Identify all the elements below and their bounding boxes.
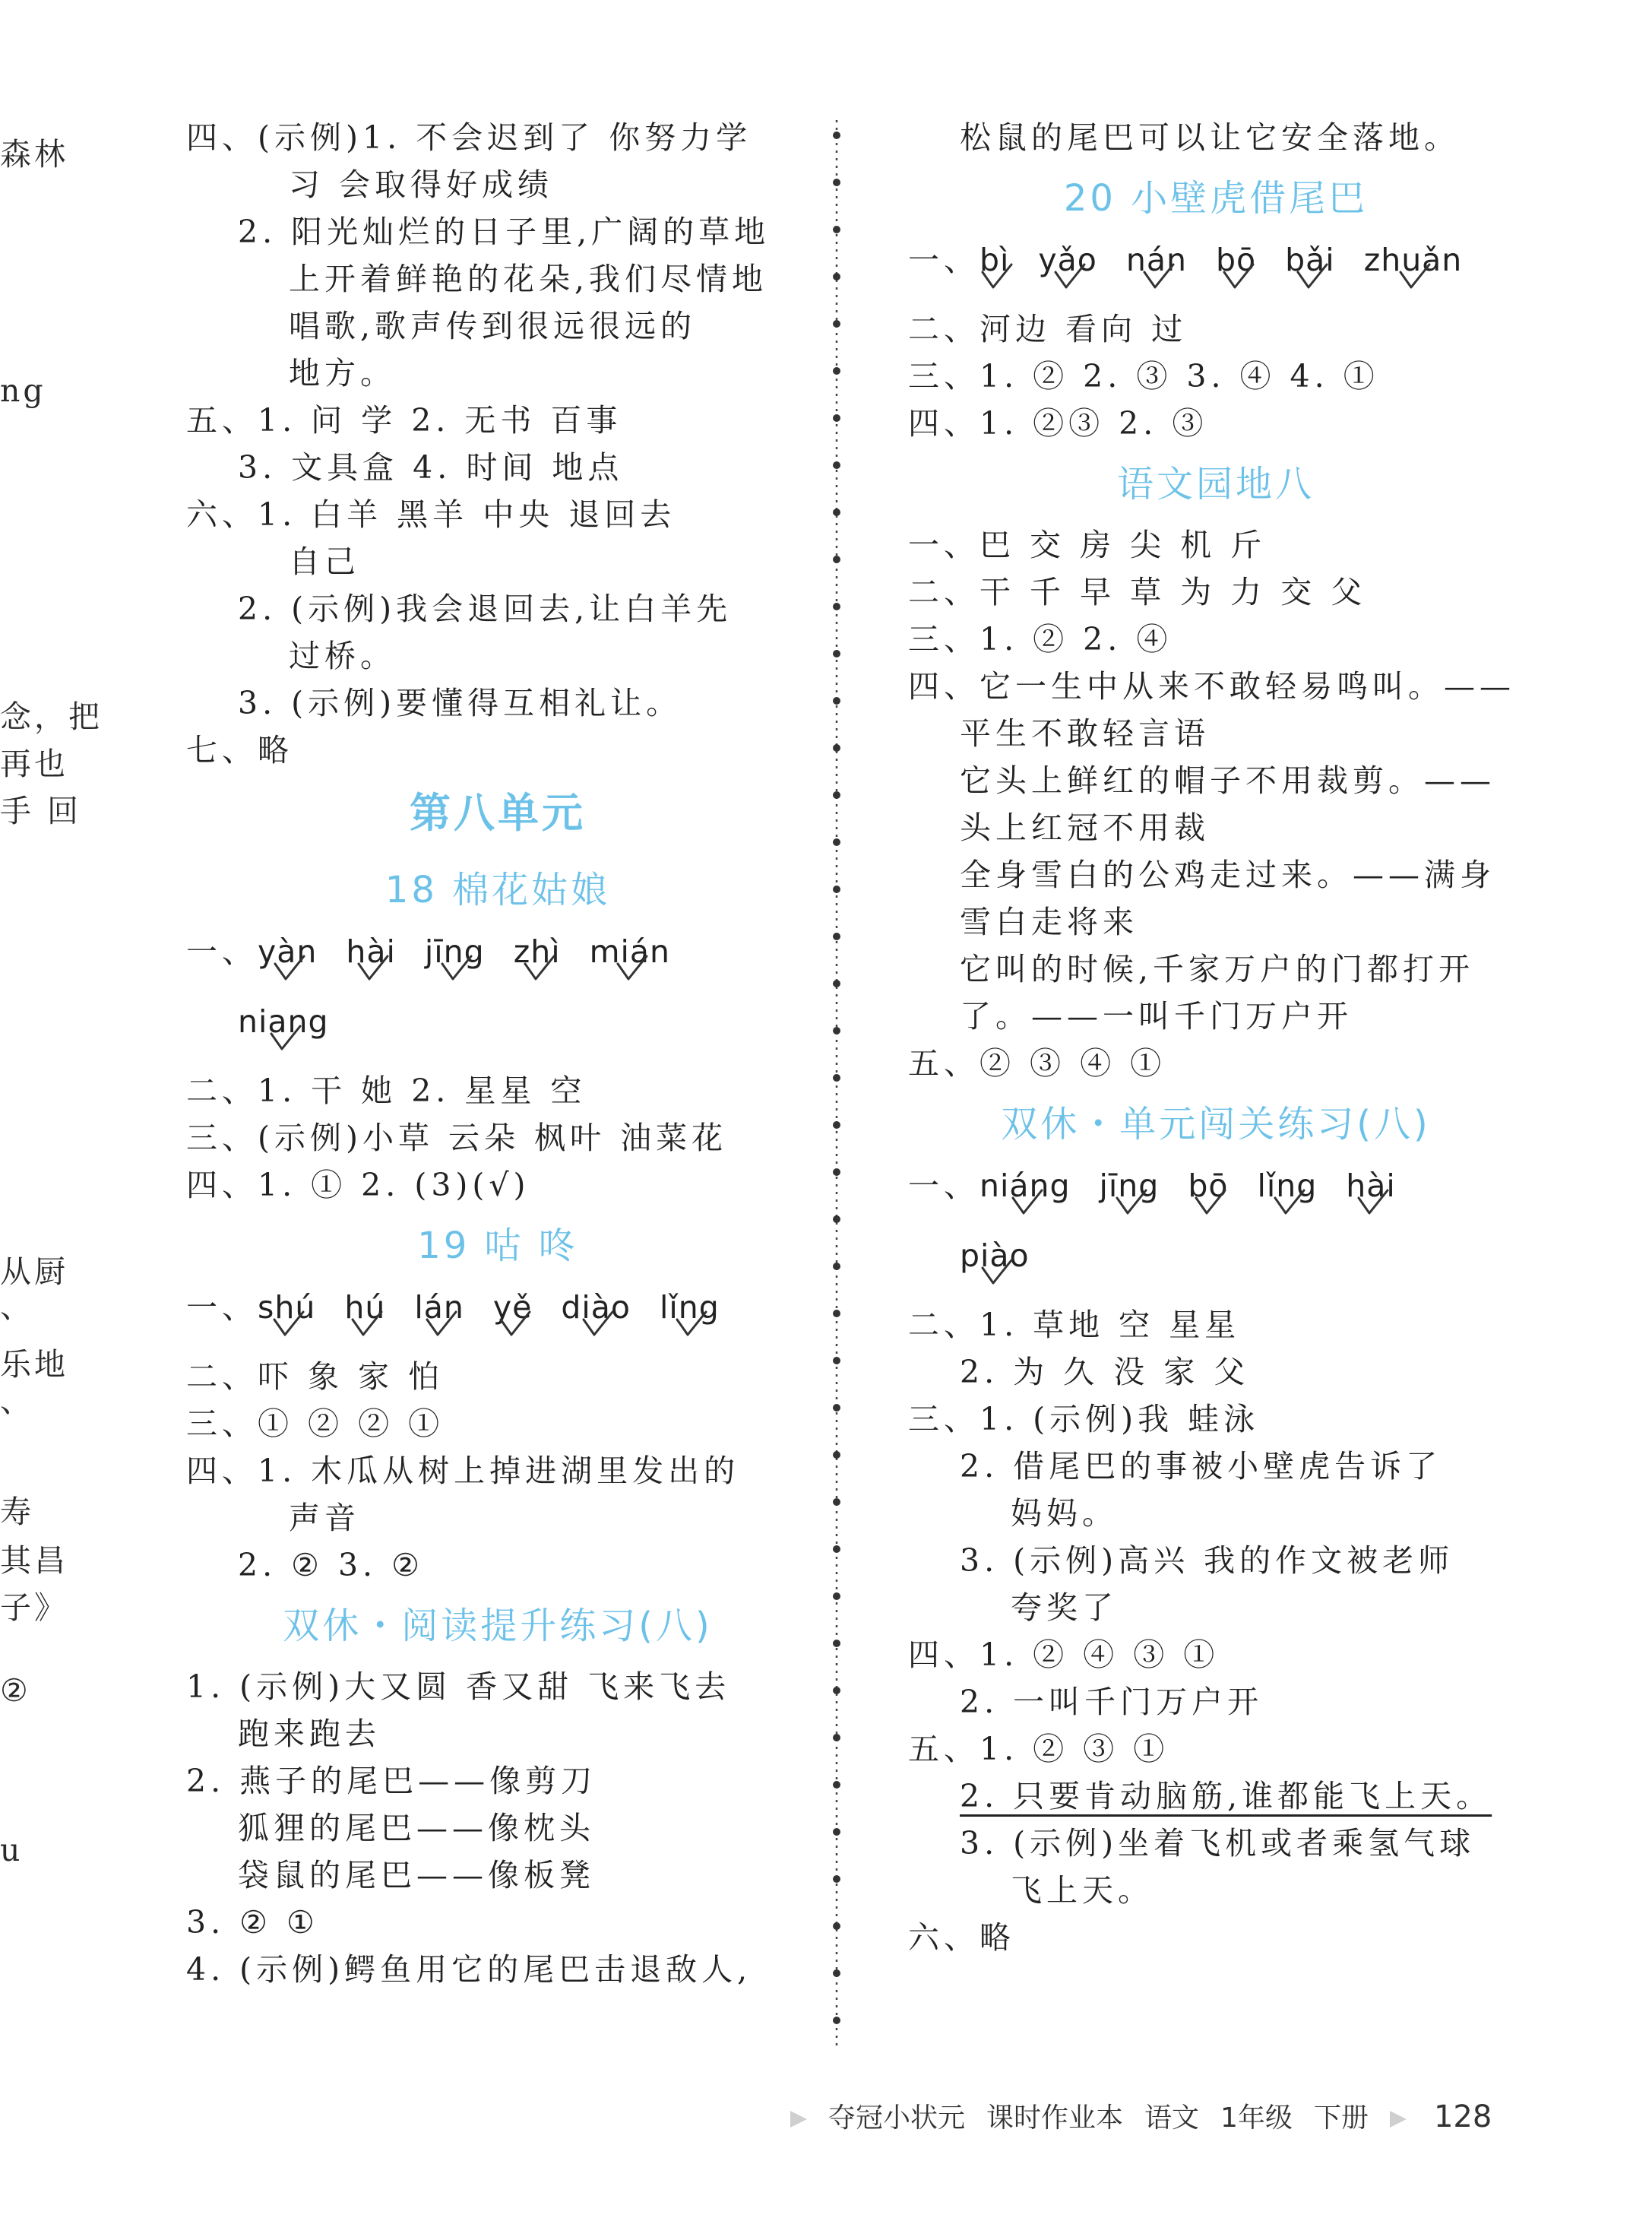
footer-brand: 夺冠小状元 — [828, 2102, 966, 2134]
answer-line: 2. 借尾巴的事被小壁虎告诉了 — [960, 1448, 1442, 1484]
answer-line: 它头上鲜红的帽子不用裁剪。—— — [960, 762, 1495, 799]
answer-line: 上开着鲜艳的花朵,我们尽情地 — [289, 261, 768, 297]
cropped-text-fragment: u — [0, 1832, 24, 1868]
cropped-text-fragment: 森林 — [0, 136, 68, 173]
divider-dot — [833, 1592, 840, 1600]
check-mark-icon — [1193, 1187, 1228, 1218]
pinyin-answer — [514, 927, 561, 976]
cropped-text-fragment: ng — [0, 372, 46, 409]
answer-line: 全身雪白的公鸡走过来。——满身 — [960, 857, 1495, 893]
check-mark-icon — [272, 953, 307, 984]
answer-line: 二、吓 象 家 怕 — [186, 1358, 445, 1395]
pinyin-text: yǎo — [1038, 242, 1097, 278]
divider-dot — [833, 1310, 840, 1317]
answer-line: 3. ② ① — [186, 1904, 319, 1941]
divider-dot — [833, 1922, 840, 1930]
answer-line: 夸奖了 — [1011, 1589, 1118, 1626]
answer-line: 松鼠的尾巴可以让它安全落地。 — [960, 119, 1460, 156]
pinyin-text: zhì — [513, 933, 561, 970]
divider-dot — [833, 697, 840, 705]
check-mark-icon — [1010, 1187, 1045, 1218]
pinyin-text: hài — [1346, 1168, 1396, 1204]
pinyin-text: yàn — [258, 933, 318, 970]
section-title: 语文园地八 — [1116, 463, 1315, 505]
cropped-text-fragment: 再也 — [0, 746, 68, 782]
answer-line: 四、1. 木瓜从树上掉进湖里发出的 — [186, 1453, 740, 1489]
divider-dot — [833, 1451, 840, 1459]
pinyin-answer — [1100, 1161, 1160, 1210]
answer-line: 跑来跑去 — [238, 1716, 381, 1752]
answer-line: 四、1. ②③ 2. ③ — [908, 405, 1208, 442]
divider-dot — [833, 367, 840, 375]
divider-dot — [833, 1263, 840, 1270]
divider-dot — [833, 1121, 840, 1129]
answer-line: 五、1. 问 学 2. 无书 百事 — [186, 402, 622, 439]
answer-line: 飞上天。 — [1011, 1872, 1154, 1909]
divider-dot — [833, 226, 840, 233]
pinyin-answer — [346, 927, 396, 976]
pinyin-text: niang — [238, 1003, 329, 1040]
pinyin-row — [186, 927, 809, 997]
answer-line: 唱歌,歌声传到很远很远的 — [289, 308, 697, 344]
divider-dot — [833, 980, 840, 987]
underlined-sentence: 2. 只要肯动脑筋,谁都能飞上天。 — [960, 1778, 1492, 1814]
pinyin-row — [908, 236, 1524, 306]
divider-dot — [833, 1781, 840, 1789]
cropped-text-fragment: 、 — [0, 1288, 34, 1325]
pinyin-text: diào — [561, 1289, 631, 1326]
answer-line: 七、略 — [186, 732, 293, 768]
divider-dot — [833, 179, 840, 186]
divider-dot — [833, 933, 840, 940]
lesson-title: 20 小壁虎借尾巴 — [1063, 177, 1369, 220]
answer-line: 狐狸的尾巴——像枕头 — [238, 1810, 595, 1846]
check-mark-icon — [356, 953, 391, 984]
answer-line: 1. (示例)大又圆 香又甜 飞来飞去 — [186, 1668, 731, 1705]
cropped-text-fragment: 其昌 — [0, 1542, 68, 1579]
cropped-text-fragment: 子》 — [0, 1589, 68, 1626]
pinyin-answer — [1216, 236, 1256, 284]
divider-dot — [833, 2017, 840, 2024]
answer-line: 四、(示例)1. 不会迟到了 你努力学 — [186, 119, 752, 156]
page-number: 128 — [1433, 2099, 1492, 2134]
pinyin-text: yě — [492, 1289, 533, 1326]
check-mark-icon — [674, 1309, 709, 1339]
check-mark-icon — [268, 1023, 303, 1054]
check-mark-icon — [424, 1309, 459, 1339]
divider-dot — [833, 1828, 840, 1836]
question-number: 一、 — [186, 1289, 258, 1326]
question-number: 一、 — [908, 1168, 979, 1204]
check-mark-icon — [979, 261, 1014, 292]
cropped-text-fragment: 从厨 — [0, 1253, 68, 1290]
check-mark-icon — [1272, 1187, 1307, 1218]
divider-dot — [833, 1498, 840, 1506]
answer-line: 2. 燕子的尾巴——像剪刀 — [186, 1763, 597, 1799]
answer-line: 2. ② 3. ② — [238, 1547, 424, 1583]
answer-line — [908, 1773, 1524, 1820]
pinyin-text: piào — [960, 1237, 1030, 1274]
answer-line: 三、1. ② 2. ③ 3. ④ 4. ① — [908, 358, 1379, 394]
answer-line: 3. (示例)高兴 我的作文被老师 — [960, 1542, 1454, 1579]
pinyin-answer — [960, 1231, 1030, 1280]
pinyin-answer — [258, 927, 317, 976]
pinyin-text: bō — [1188, 1168, 1229, 1204]
divider-dot — [833, 1687, 840, 1694]
answer-line: 一、巴 交 房 尖 机 斤 — [908, 527, 1267, 563]
divider-dot — [833, 1875, 840, 1883]
answer-line: 2. (示例)我会退回去,让白羊先 — [238, 591, 733, 627]
answer-line: 四、1. ② ④ ③ ① — [908, 1637, 1220, 1673]
divider-dot — [833, 273, 840, 280]
cropped-text-fragment: 、 — [0, 1383, 34, 1419]
footer-book: 课时作业本 — [986, 2102, 1124, 2134]
pinyin-text: lǐng — [1257, 1168, 1318, 1204]
answer-line: 三、(示例)小草 云朵 枫叶 油菜花 — [186, 1120, 728, 1156]
pinyin-text: shú — [258, 1289, 316, 1326]
answer-line: 过桥。 — [289, 638, 396, 674]
answer-line: 五、② ③ ④ ① — [908, 1045, 1166, 1082]
section-title: 双休・单元闯关练习(八) — [1001, 1103, 1431, 1145]
pinyin-row — [908, 1231, 1524, 1301]
divider-dot — [833, 320, 840, 328]
divider-dot — [833, 838, 840, 846]
pinyin-answer — [1126, 236, 1187, 284]
pinyin-answer — [1038, 236, 1097, 284]
answer-line: 四、1. ① 2. (3)(√) — [186, 1167, 530, 1203]
answer-line: 自己 — [289, 543, 360, 580]
pinyin-text: jīng — [1099, 1168, 1160, 1204]
answer-line: 头上红冠不用裁 — [960, 810, 1210, 846]
footer-grade: 1年级 — [1220, 2102, 1293, 2134]
question-number: 一、 — [908, 242, 979, 278]
answer-line: 了。——一叫千门万户开 — [960, 998, 1353, 1035]
answer-line: 三、① ② ② ① — [186, 1405, 445, 1442]
answer-line: 3. (示例)坐着飞机或者乘氢气球 — [960, 1825, 1476, 1862]
pinyin-answer — [979, 1161, 1071, 1210]
answer-line: 六、略 — [908, 1919, 1015, 1956]
answer-line: 习 会取得好成绩 — [289, 166, 554, 203]
answer-line: 3. (示例)要懂得互相礼让。 — [238, 685, 682, 721]
answer-line: 4. (示例)鳄鱼用它的尾巴击退敌人, — [186, 1951, 752, 1988]
answer-line: 五、1. ② ③ ① — [908, 1731, 1169, 1767]
pinyin-answer — [238, 997, 329, 1046]
divider-dot — [833, 1640, 840, 1647]
answer-line: 三、1. ② 2. ④ — [908, 621, 1173, 657]
answer-line: 六、1. 白羊 黑羊 中央 退回去 — [186, 496, 676, 533]
pinyin-text: bō — [1216, 242, 1257, 278]
cropped-text-fragment: 念，把 — [0, 699, 103, 735]
arrow-icon — [790, 2111, 807, 2128]
pinyin-text: hú — [344, 1289, 386, 1326]
answer-line: 地方。 — [289, 355, 396, 391]
pinyin-answer — [561, 1283, 631, 1332]
unit-title: 第八单元 — [410, 789, 586, 837]
column-divider — [831, 120, 843, 2051]
answer-line: 雪白走将来 — [960, 904, 1138, 940]
pinyin-answer — [1346, 1161, 1396, 1210]
pinyin-answer — [1188, 1161, 1228, 1210]
answer-line: 四、它一生中从来不敢轻易鸣叫。—— — [908, 668, 1515, 705]
check-mark-icon — [350, 1309, 385, 1339]
check-mark-icon — [1295, 261, 1330, 292]
pinyin-answer — [660, 1283, 720, 1332]
answer-line: 二、干 千 早 草 为 力 交 父 — [908, 574, 1367, 610]
pinyin-row — [186, 1283, 809, 1353]
answer-line: 声音 — [289, 1500, 360, 1536]
answer-line: 袋鼠的尾巴——像板凳 — [238, 1857, 595, 1893]
check-mark-icon — [1141, 261, 1176, 292]
answer-line: 它叫的时候,千家万户的门都打开 — [960, 951, 1475, 987]
section-title: 双休・阅读提升练习(八) — [283, 1605, 713, 1647]
divider-dot — [833, 1074, 840, 1082]
divider-dot — [833, 744, 840, 752]
footer-volume: 下册 — [1313, 2102, 1369, 2134]
pinyin-text: lǐng — [659, 1289, 720, 1326]
pinyin-text: mián — [589, 933, 671, 970]
divider-dot — [833, 650, 840, 657]
answer-line: 二、1. 草地 空 星星 — [908, 1307, 1241, 1343]
answer-line: 二、河边 看向 过 — [908, 311, 1188, 347]
pinyin-row — [186, 997, 809, 1067]
pinyin-text: bǎi — [1285, 242, 1335, 278]
check-mark-icon — [1397, 261, 1432, 292]
answer-column-1 — [186, 114, 809, 1993]
answer-line: 二、1. 干 她 2. 星星 空 — [186, 1073, 587, 1109]
divider-dot — [833, 1027, 840, 1035]
pinyin-answer — [425, 927, 485, 976]
check-mark-icon — [615, 953, 650, 984]
pinyin-answer — [1257, 1161, 1317, 1210]
check-mark-icon — [498, 1309, 533, 1339]
divider-dot — [833, 556, 840, 563]
pinyin-text: hài — [346, 933, 396, 970]
answer-line: 2. 为 久 没 家 父 — [960, 1354, 1250, 1390]
divider-dot — [833, 131, 840, 139]
check-mark-icon — [1221, 261, 1256, 292]
divider-dot — [833, 1734, 840, 1741]
divider-dot — [833, 791, 840, 799]
divider-dot — [833, 1545, 840, 1553]
cropped-text-fragment: ② — [0, 1672, 31, 1709]
pinyin-text: bì — [979, 242, 1010, 278]
divider-dot — [833, 414, 840, 422]
footer-subject: 语文 — [1144, 2102, 1200, 2134]
pinyin-answer — [414, 1283, 464, 1332]
lesson-title: 18 棉花姑娘 — [385, 869, 611, 911]
divider-dot — [833, 603, 840, 610]
pinyin-answer — [344, 1283, 385, 1332]
pinyin-text: zhuǎn — [1363, 242, 1463, 278]
answer-column-2 — [908, 114, 1524, 1961]
lesson-title: 19 咕 咚 — [417, 1225, 578, 1267]
arrow-icon — [1390, 2111, 1407, 2128]
pinyin-text: lán — [414, 1289, 464, 1326]
answer-line: 平生不敢轻言语 — [960, 715, 1210, 752]
cropped-text-fragment: 手 回 — [0, 793, 82, 829]
divider-dot — [833, 1969, 840, 1977]
pinyin-row — [908, 1161, 1524, 1231]
answer-line: 三、1. (示例)我 蛙泳 — [908, 1401, 1260, 1437]
check-mark-icon — [1356, 1187, 1391, 1218]
check-mark-icon — [1052, 261, 1087, 292]
divider-dot — [833, 1357, 840, 1364]
answer-line: 2. 一叫千门万户开 — [960, 1684, 1264, 1720]
divider-dot — [833, 1215, 840, 1223]
check-mark-icon — [979, 1257, 1014, 1288]
divider-dot — [833, 509, 840, 516]
answer-line: 妈妈。 — [1011, 1495, 1118, 1532]
pinyin-answer — [493, 1283, 533, 1332]
pinyin-text: jīng — [424, 933, 485, 970]
pinyin-answer — [1364, 236, 1463, 284]
cropped-text-fragment: 寿 — [0, 1494, 34, 1530]
pinyin-answer — [1285, 236, 1335, 284]
divider-dot — [833, 886, 840, 893]
pinyin-answer — [590, 927, 670, 976]
check-mark-icon — [581, 1309, 616, 1339]
check-mark-icon — [271, 1309, 306, 1339]
pinyin-answer — [258, 1283, 315, 1332]
answer-line: 2. 阳光灿烂的日子里,广阔的草地 — [238, 214, 771, 250]
pinyin-answer — [979, 236, 1009, 284]
divider-dot — [833, 461, 840, 469]
check-mark-icon — [1114, 1187, 1149, 1218]
divider-dot — [833, 1404, 840, 1412]
pinyin-text: nán — [1125, 242, 1188, 278]
check-mark-icon — [439, 953, 474, 984]
pinyin-text: niáng — [979, 1168, 1071, 1204]
cropped-text-fragment: 乐地 — [0, 1346, 68, 1383]
question-number: 一、 — [186, 933, 258, 970]
check-mark-icon — [522, 953, 557, 984]
divider-dot — [833, 1168, 840, 1176]
answer-line: 3. 文具盒 4. 时间 地点 — [238, 449, 624, 486]
page-footer — [790, 2090, 1565, 2144]
